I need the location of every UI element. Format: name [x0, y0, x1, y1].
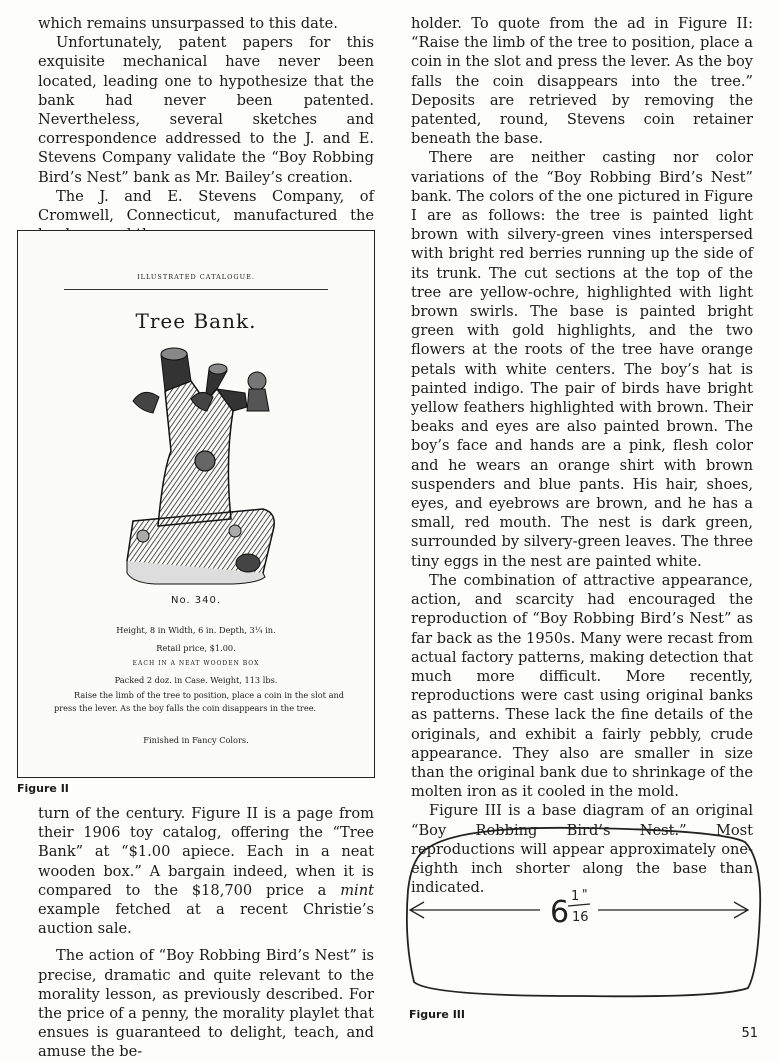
left-column-upper [38, 14, 374, 244]
figure-ii-caption: Figure II [17, 782, 69, 795]
finish-note: Finished in Fancy Colors. [143, 735, 249, 745]
paragraph: holder. To quote from the ad in Figure II: “Raise the limb of the tree to position, place a coin in the slot and press the lever. As the boy falls the coin disappears into the tree.” Deposits are retrieved by removing the patented, round, Stevens coin retainer beneath the base. [411, 15, 753, 148]
paragraph: The J. and E. Stevens Company, of Cromwell, Connecticut, manufactured the [38, 187, 374, 225]
page-number: 51 [741, 1026, 758, 1041]
measurement-unit: " [582, 887, 588, 901]
paragraph: turn of the century. Figure II is a page from their 1906 toy catalog, offering the “Tree Bank” at “$1.00 apiece. Each in a neat wooden box.” A bargain indeed, when it is compared to the $18,700 price a mint example fetched at a recent Christie’s auction sale. [38, 805, 374, 938]
figure-iii-base-diagram [400, 820, 768, 1006]
packing-info: Packed 2 doz. in Case. Weight, 113 lbs. [114, 675, 278, 685]
left-column-lower [38, 804, 374, 1062]
box-note: EACH IN A NEAT WOODEN BOX [132, 660, 260, 667]
measurement-whole: 6 [550, 895, 570, 930]
tree-bank-illustration [113, 341, 283, 586]
retail-price: Retail price, $1.00. [156, 643, 236, 653]
catalogue-header: ILLUSTRATED CATALOGUE. [137, 273, 255, 281]
catalogue-number: No. 340. [170, 595, 222, 606]
paragraph: which remains unsurpassed to this date. [38, 15, 338, 32]
figure-iii-caption: Figure III [409, 1008, 465, 1021]
measurement-numerator: 1 [571, 889, 580, 904]
figure-ii-catalogue-page [17, 230, 375, 778]
dimensions: Height, 8 in Width, 6 in. Depth, 3¼ in. [116, 625, 276, 635]
paragraph: Unfortunately, patent papers for this exquisite mechanical have never been located, leading one to hypothesize that the bank had never been patented. Nevertheless, several sketches and correspondence addressed to the J. and E. Stevens Company validate the “Boy Robbing Bird’s Nest” bank as Mr. Bailey’s creation. [38, 34, 374, 186]
right-column [411, 14, 753, 897]
measurement-denominator: 16 [572, 910, 589, 925]
paragraph: Figure III is a base diagram of an original “Boy Robbing Bird’s Nest.” Most reproductions will appear approximately one-eighth inch shorter along the base than indicated. [411, 802, 753, 897]
divider [64, 289, 328, 290]
instructions: Raise the limb of the tree to position, place a coin in the slot and press the lever. As the boy falls the coin disappears in the tree. [54, 690, 344, 713]
paragraph: The combination of attractive appearance, action, and scarcity had encouraged the reproduction of “Boy Robbing Bird’s Nest” as far back as the 1950s. Many were recast from actual factory patterns, making detection that much more difficult. More recently, reproductions were cast using original banks as patterns. These lack the fine details of the originals, and exhibit a fairly pebbly, crude appearance. They also are smaller in size than the original bank due to shrinkage of the molten iron as it cooled in the mold. [411, 571, 753, 801]
paragraph: There are neither casting nor color variations of the “Boy Robbing Bird’s Nest” bank. The colors of the one pictured in Figure I are as follows: the tree is painted light brown with silvery-green vines interspersed with bright red berries running up the side of its trunk. The cut sections at the top of the tree are yellow-ochre, highlighted with light brown swirls. The base is painted bright green with gold highlights, and the two flowers at the roots of the tree have orange petals with white centers. The boy’s hat is painted indigo. The pair of birds have bright yellow feathers highlighted with brown. Their beaks and eyes are also painted brown. The boy’s face and hands are a pink, flesh color and he wears an orange shirt with brown suspenders and blue pants. His hair, shoes, eyes, and eyebrows are brown, and he has a small, red mouth. The nest is dark green, surrounded by silvery-green leaves. The three tiny eggs in the nest are painted white. [411, 149, 753, 570]
catalogue-title: Tree Bank. [135, 309, 257, 333]
paragraph: The action of “Boy Robbing Bird’s Nest” is precise, dramatic and quite relevant to the morality lesson, as previously described. For the price of a penny, the morality playlet that ensues is guaranteed to delight, teach, and amuse the be- [38, 947, 374, 1061]
